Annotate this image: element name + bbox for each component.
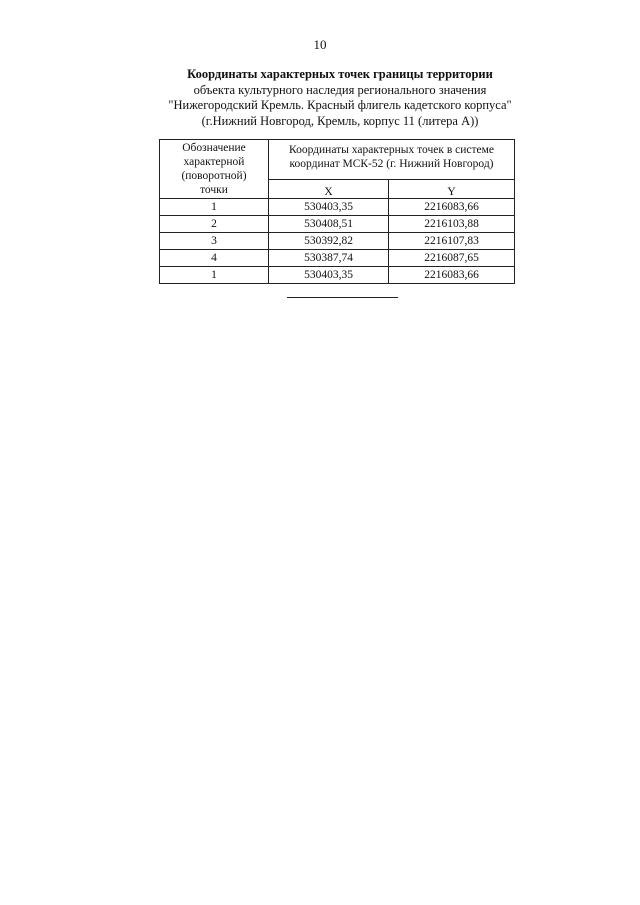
- cell-x: 530403,35: [269, 267, 389, 284]
- title-line-2: объекта культурного наследия регионального значения: [193, 82, 487, 97]
- title-line-1: Координаты характерных точек границы территории: [187, 67, 493, 81]
- header-system-line: координат МСК-52 (г. Нижний Новгород): [289, 158, 494, 170]
- header-point-designation: [160, 140, 269, 199]
- cell-y: 2216083,66: [389, 267, 515, 284]
- title-line-3: "Нижегородский Кремль. Красный флигель кадетского корпуса": [168, 98, 512, 112]
- table-row: [160, 250, 515, 267]
- cell-point: 1: [160, 199, 269, 216]
- header-point-line: Обозначение: [182, 142, 246, 154]
- header-x: X: [269, 179, 389, 198]
- table-header-row: [160, 140, 515, 180]
- coordinates-table: [159, 139, 515, 284]
- cell-y: 2216087,65: [389, 250, 515, 267]
- header-system-line: Координаты характерных точек в системе: [288, 144, 495, 156]
- header-point-line: точки: [200, 184, 228, 196]
- table-row: [160, 199, 515, 216]
- header-point-line: (поворотной): [181, 170, 247, 182]
- page-number: 10: [313, 37, 327, 52]
- cell-x: 530387,74: [269, 250, 389, 267]
- end-divider: [287, 297, 398, 298]
- cell-y: 2216103,88: [389, 216, 515, 233]
- cell-y: 2216083,66: [389, 199, 515, 216]
- cell-point: 4: [160, 250, 269, 267]
- cell-x: 530403,35: [269, 199, 389, 216]
- table-row: [160, 233, 515, 250]
- header-point-line: характерной: [183, 156, 245, 168]
- header-coordinate-system: [269, 140, 515, 180]
- cell-point: 1: [160, 267, 269, 284]
- header-y: Y: [389, 179, 515, 198]
- title-line-4: (г.Нижний Новгород, Кремль, корпус 11 (литера А)): [201, 113, 479, 128]
- table-row: [160, 267, 515, 284]
- document-title: [100, 67, 580, 129]
- cell-x: 530408,51: [269, 216, 389, 233]
- cell-y: 2216107,83: [389, 233, 515, 250]
- table-row: [160, 216, 515, 233]
- cell-x: 530392,82: [269, 233, 389, 250]
- cell-point: 2: [160, 216, 269, 233]
- cell-point: 3: [160, 233, 269, 250]
